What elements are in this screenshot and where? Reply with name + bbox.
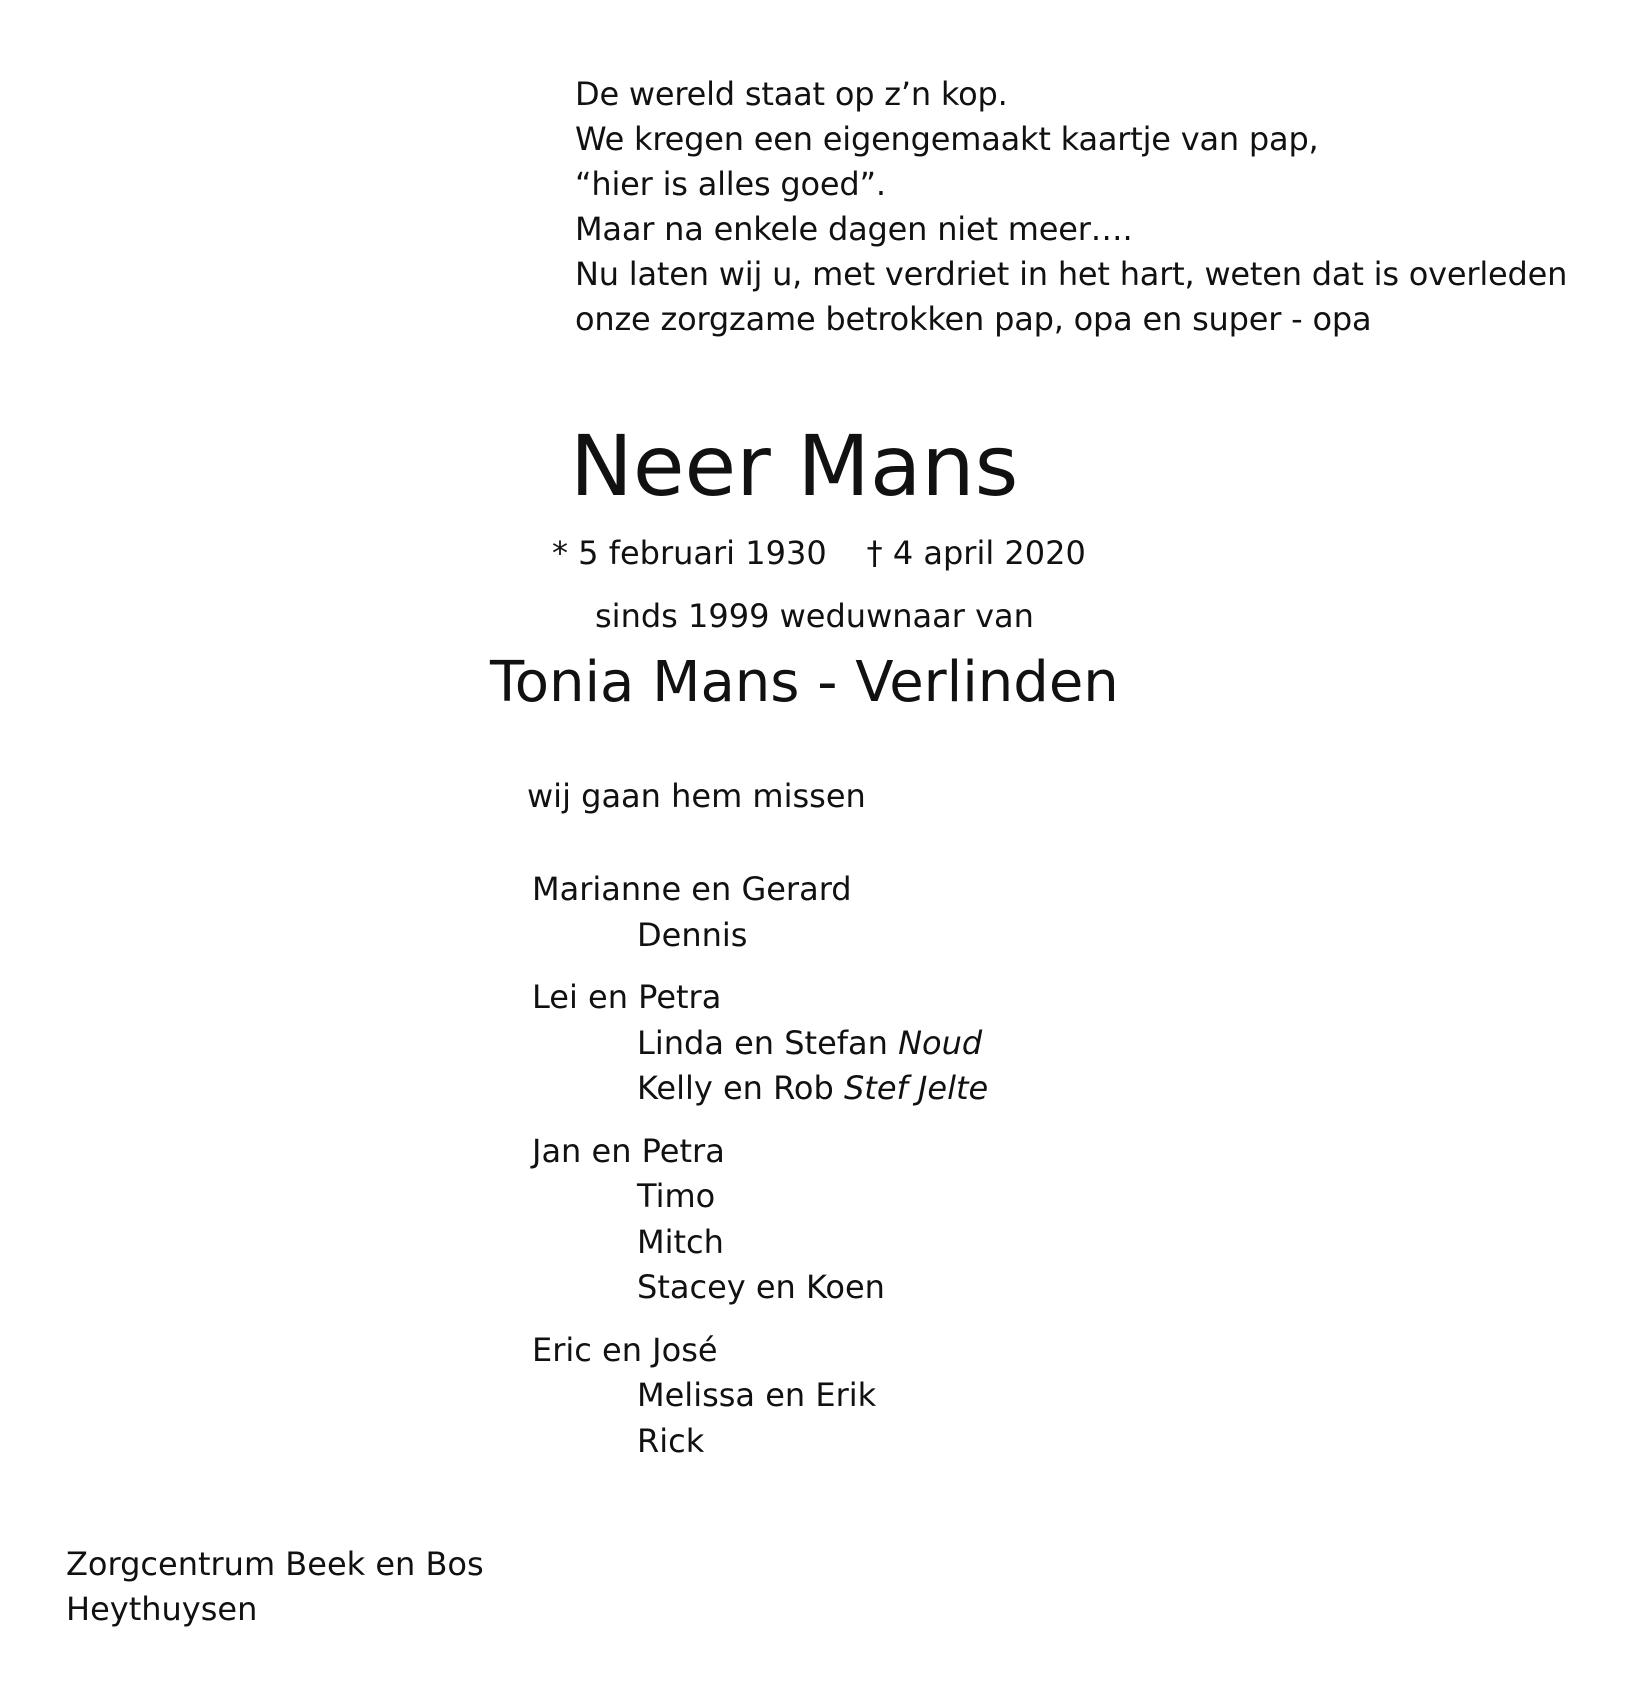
grandchild bbox=[532, 913, 988, 959]
poem-line: We kregen een eigengemaakt kaartje van pap, bbox=[575, 120, 1319, 158]
grandchild bbox=[532, 1265, 988, 1311]
deceased-name: Neer Mans bbox=[570, 417, 1019, 515]
poem-line: “hier is alles goed”. bbox=[575, 165, 886, 203]
grandchild-name: Dennis bbox=[637, 915, 748, 954]
family-group bbox=[532, 975, 988, 1112]
grandchild bbox=[532, 1066, 988, 1112]
family-group bbox=[532, 1129, 988, 1311]
grandchild bbox=[532, 1373, 988, 1419]
poem-line: onze zorgzame betrokken pap, opa en super - opa bbox=[575, 300, 1372, 338]
family-group bbox=[532, 1328, 988, 1465]
family-list bbox=[532, 867, 988, 1481]
grandchild bbox=[532, 1220, 988, 1266]
grandchild-name: Rick bbox=[637, 1421, 705, 1460]
widower-text: sinds 1999 weduwnaar van bbox=[595, 597, 1034, 635]
child-couple: Marianne en Gerard bbox=[532, 870, 852, 908]
death-date: † 4 april 2020 bbox=[866, 534, 1086, 572]
poem-line: Maar na enkele dagen niet meer…. bbox=[575, 210, 1133, 248]
grandchild bbox=[532, 1174, 988, 1220]
birth-date: * 5 februari 1930 bbox=[552, 534, 827, 572]
child-couple: Lei en Petra bbox=[532, 978, 722, 1016]
grandchild-name: Mitch bbox=[637, 1222, 724, 1261]
family-group bbox=[532, 867, 988, 958]
grandchild-name: Stacey en Koen bbox=[637, 1268, 885, 1306]
poem-line: Nu laten wij u, met verdriet in het hart, weten dat is overleden bbox=[575, 255, 1568, 293]
grandchild bbox=[532, 1021, 988, 1067]
town-name: Heythuysen bbox=[66, 1590, 258, 1628]
poem-line: De wereld staat op z’n kop. bbox=[575, 75, 1008, 113]
opening-poem bbox=[575, 72, 1567, 342]
child-couple: Jan en Petra bbox=[532, 1131, 725, 1170]
missing-text: wij gaan hem missen bbox=[527, 777, 866, 815]
grandchild-name: Linda en Stefan bbox=[637, 1023, 888, 1062]
grandchild-name: Kelly en Rob bbox=[637, 1069, 834, 1107]
grandchild-name: Timo bbox=[637, 1177, 716, 1215]
location bbox=[66, 1542, 484, 1632]
grandchild bbox=[532, 1419, 988, 1465]
care-home-name: Zorgcentrum Beek en Bos bbox=[66, 1545, 484, 1583]
grandchild-name: Melissa en Erik bbox=[637, 1376, 877, 1414]
great-grandchild: Stef Jelte bbox=[843, 1069, 989, 1107]
child-couple: Eric en José bbox=[532, 1330, 718, 1369]
spouse-name: Tonia Mans - Verlinden bbox=[490, 650, 1119, 715]
great-grandchild: Noud bbox=[898, 1023, 983, 1062]
life-dates bbox=[552, 532, 1086, 574]
